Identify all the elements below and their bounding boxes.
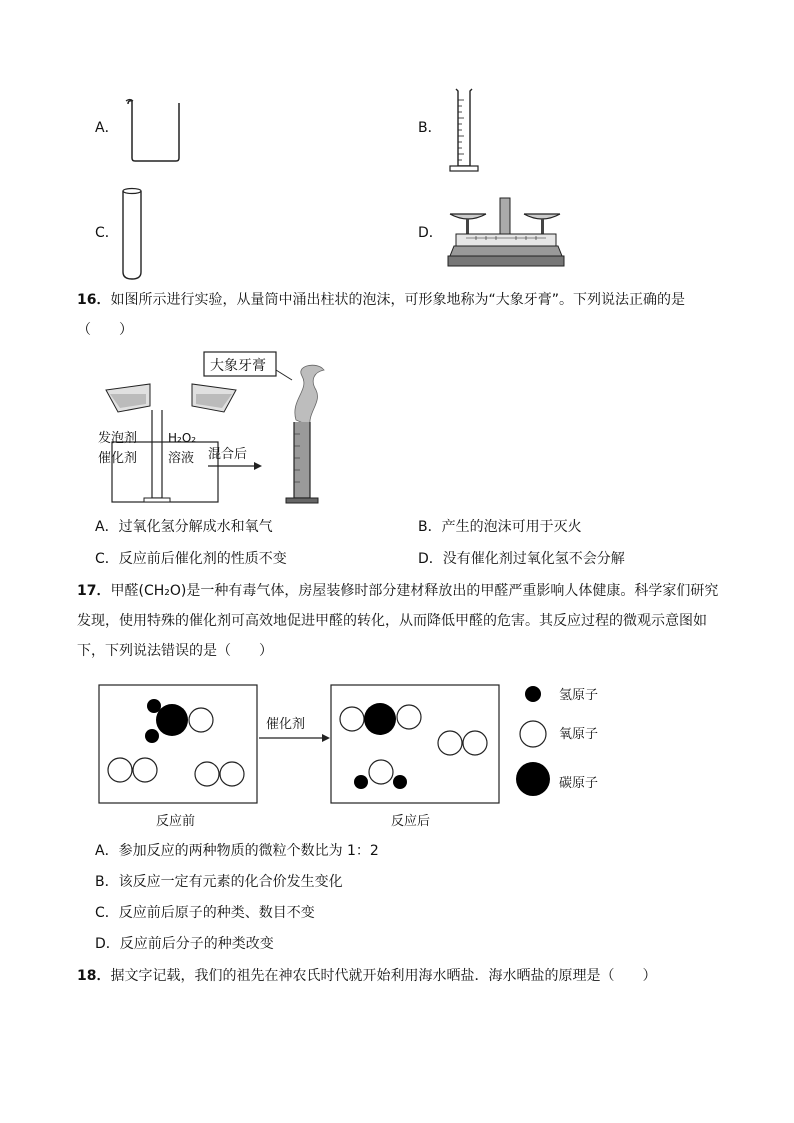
balance-image bbox=[446, 194, 566, 272]
oxygen-molecule bbox=[438, 731, 487, 755]
after-reaction-label: 反应后 bbox=[391, 814, 431, 829]
q17-number: 17． bbox=[77, 583, 111, 599]
q15-option-c-label: C． bbox=[95, 225, 119, 241]
oxygen-atom-legend-icon bbox=[520, 721, 546, 747]
beaker-image bbox=[124, 98, 184, 164]
q17-option-b: B．该反应一定有元素的化合价发生变化 bbox=[95, 874, 343, 890]
q17-stem-text: 甲醛(CH₂O)是一种有毒气体，房屋装修时部分建材释放出的甲醛严重影响人体健康。科学家们研究 bbox=[110, 583, 719, 599]
graduated-cylinder-image bbox=[446, 86, 482, 176]
catalyst-arrow-label: 催化剂 bbox=[266, 717, 306, 732]
oxygen-molecule bbox=[195, 762, 244, 786]
before-reaction-label: 反应前 bbox=[156, 814, 196, 829]
legend-hydrogen: 氢原子 bbox=[559, 688, 599, 703]
q15-option-a-label: A． bbox=[95, 120, 119, 136]
foaming-agent-label: 发泡剂 bbox=[98, 431, 138, 446]
carbon-atom-legend-icon bbox=[516, 762, 550, 796]
test-tube-image bbox=[118, 186, 146, 282]
q15-option-d-label: D． bbox=[418, 225, 443, 241]
q16-option-a: A．过氧化氢分解成水和氧气 bbox=[95, 519, 273, 535]
q17-stem-line2: 发现，使用特殊的催化剂可高效地促进甲醛的转化，从而降低甲醛的危害。其反应过程的微观示意图如 bbox=[77, 613, 707, 629]
q16-option-d: D．没有催化剂过氧化氢不会分解 bbox=[418, 551, 625, 567]
legend-carbon: 碳原子 bbox=[559, 776, 599, 791]
elephant-toothpaste-label: 大象牙膏 bbox=[210, 358, 266, 374]
carbon-dioxide-molecule bbox=[340, 703, 421, 735]
q16-stem-line1 bbox=[77, 290, 685, 310]
reaction-microscopic-diagram bbox=[96, 680, 616, 830]
h2o2-label: H₂O₂ bbox=[168, 431, 197, 445]
catalyst-label: 催化剂 bbox=[98, 451, 138, 466]
after-mix-label: 混合后 bbox=[208, 447, 248, 462]
q16-stem-text: 如图所示进行实验，从量筒中涌出柱状的泡沫，可形象地称为“大象牙膏”。下列说法正确的是 bbox=[110, 292, 685, 308]
solution-label: 溶液 bbox=[168, 451, 195, 466]
q17-option-c: C．反应前后原子的种类、数目不变 bbox=[95, 905, 315, 921]
q17-stem-line1 bbox=[77, 581, 718, 601]
q17-option-d: D．反应前后分子的种类改变 bbox=[95, 936, 274, 952]
q16-option-b: B．产生的泡沫可用于灭火 bbox=[418, 519, 582, 535]
water-molecule bbox=[354, 760, 407, 789]
hydrogen-atom-legend-icon bbox=[525, 686, 541, 702]
legend-oxygen: 氧原子 bbox=[559, 727, 599, 742]
oxygen-molecule bbox=[108, 758, 157, 782]
q15-option-b-label: B． bbox=[418, 120, 442, 136]
q16-stem-line2: （ ） bbox=[77, 322, 133, 338]
q16-number: 16． bbox=[77, 292, 111, 308]
formaldehyde-molecule bbox=[145, 699, 213, 743]
q18-stem bbox=[77, 966, 656, 986]
q17-option-a: A．参加反应的两种物质的微粒个数比为 1：2 bbox=[95, 843, 379, 859]
q18-number: 18． bbox=[77, 968, 111, 984]
q16-option-c: C．反应前后催化剂的性质不变 bbox=[95, 551, 287, 567]
q17-stem-line3: 下，下列说法错误的是（ ） bbox=[77, 643, 273, 659]
q18-stem-text: 据文字记载，我们的祖先在神农氏时代就开始利用海水晒盐．海水晒盐的原理是（ ） bbox=[110, 968, 657, 984]
elephant-toothpaste-figure bbox=[96, 350, 336, 512]
